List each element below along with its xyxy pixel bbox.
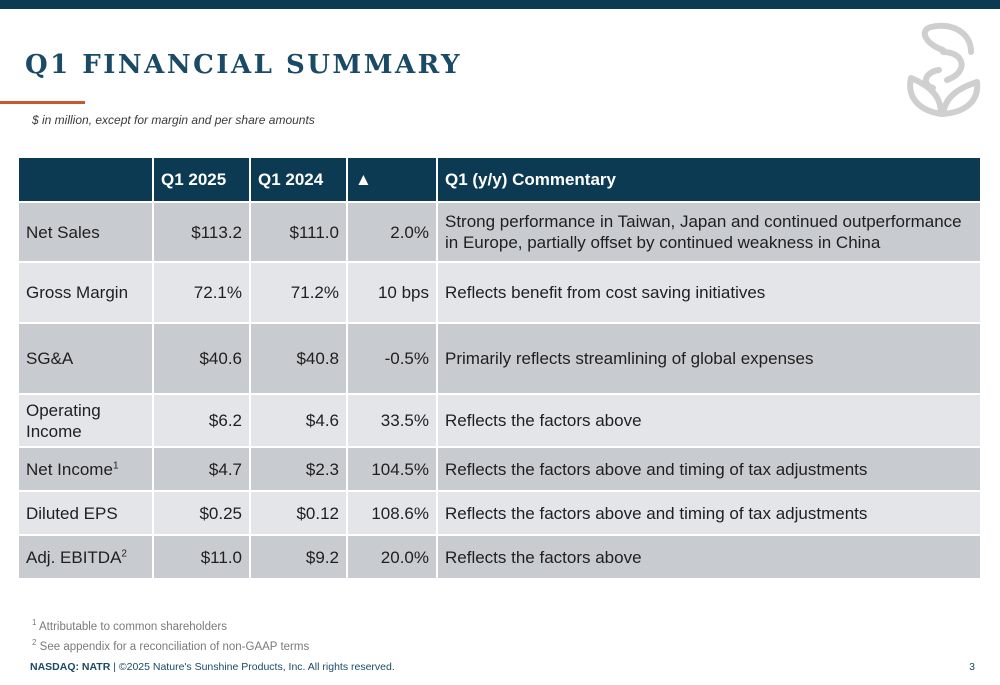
q1-2025-cell: $11.0 — [153, 535, 250, 579]
change-cell: -0.5% — [347, 323, 437, 394]
page-subtitle: $ in million, except for margin and per share amounts — [32, 113, 315, 127]
change-cell: 108.6% — [347, 491, 437, 535]
footnote-marker: 1 — [32, 618, 37, 627]
q1-2024-cell: 71.2% — [250, 262, 347, 323]
metric-cell — [19, 323, 153, 394]
q1-2025-cell: 72.1% — [153, 262, 250, 323]
footnote — [32, 635, 309, 655]
table-row — [19, 491, 980, 535]
footer — [30, 661, 395, 673]
table-row — [19, 323, 980, 394]
metric-cell — [19, 394, 153, 447]
top-bar — [0, 0, 1000, 9]
metric-cell — [19, 262, 153, 323]
metric-cell — [19, 491, 153, 535]
title-accent-line — [0, 101, 85, 104]
change-cell: 2.0% — [347, 202, 437, 262]
commentary-cell: Primarily reflects streamlining of global expenses — [437, 323, 980, 394]
q1-2024-cell: $111.0 — [250, 202, 347, 262]
change-cell: 104.5% — [347, 447, 437, 491]
metric-label: SG&A — [26, 349, 74, 368]
q1-2024-cell: $40.8 — [250, 323, 347, 394]
q1-2024-cell: $9.2 — [250, 535, 347, 579]
footnote-marker: 2 — [32, 637, 37, 647]
change-cell: 20.0% — [347, 535, 437, 579]
change-cell: 33.5% — [347, 394, 437, 447]
table-row — [19, 447, 980, 491]
q1-2025-cell: $4.7 — [153, 447, 250, 491]
metric-label: Net Sales — [26, 222, 100, 242]
metric-label: Diluted EPS — [26, 503, 118, 523]
table-header-row — [19, 158, 980, 202]
metric-label: Gross Margin — [26, 283, 129, 302]
copyright-text: ©2025 Nature's Sunshine Products, Inc. All rights reserved. — [118, 661, 395, 673]
footer-separator: | — [110, 661, 119, 673]
commentary-cell: Reflects the factors above — [437, 535, 980, 579]
header-commentary: Q1 (y/y) Commentary — [437, 158, 980, 202]
header-q1-2024: Q1 2024 — [250, 158, 347, 202]
q1-2024-cell: $0.12 — [250, 491, 347, 535]
footnotes — [32, 615, 309, 655]
table-row — [19, 535, 980, 579]
change-cell: 10 bps — [347, 262, 437, 323]
footnote-marker: 1 — [112, 459, 119, 471]
page-title: Q1 FINANCIAL SUMMARY — [25, 50, 463, 80]
financial-summary-table — [19, 158, 980, 580]
metric-label: Net Income — [26, 459, 113, 479]
q1-2025-cell: $6.2 — [153, 394, 250, 447]
metric-cell — [19, 202, 153, 262]
table-row — [19, 394, 980, 447]
q1-2024-cell: $2.3 — [250, 447, 347, 491]
header-metric — [19, 158, 153, 202]
page-number: 3 — [969, 661, 975, 673]
q1-2025-cell: $113.2 — [153, 202, 250, 262]
commentary-cell: Reflects the factors above and timing of tax adjustments — [437, 491, 980, 535]
commentary-cell: Reflects the factors above — [437, 394, 980, 447]
leaf-sunshine-logo-icon — [903, 22, 981, 118]
header-change: ▲ — [347, 158, 437, 202]
commentary-cell: Reflects the factors above and timing of tax adjustments — [437, 447, 980, 491]
footnote — [32, 615, 309, 635]
footnote-marker: 2 — [121, 547, 127, 559]
metric-cell — [19, 447, 153, 491]
ticker-symbol: NASDAQ: NATR — [30, 661, 111, 673]
metric-label: Operating Income — [26, 400, 101, 441]
header-q1-2025: Q1 2025 — [153, 158, 250, 202]
footnote-text: Attributable to common shareholders — [39, 620, 227, 633]
table-row — [19, 262, 980, 323]
q1-2025-cell: $40.6 — [153, 323, 250, 394]
q1-2025-cell: $0.25 — [153, 491, 250, 535]
metric-label: Adj. EBITDA — [26, 547, 122, 567]
q1-2024-cell: $4.6 — [250, 394, 347, 447]
commentary-cell: Reflects benefit from cost saving initiatives — [437, 262, 980, 323]
table-row — [19, 202, 980, 262]
commentary-cell: Strong performance in Taiwan, Japan and continued outperformance in Europe, partially offset by continued weakness in China — [437, 202, 980, 262]
metric-cell — [19, 535, 153, 579]
footnote-text: See appendix for a reconciliation of non-GAAP terms — [39, 640, 310, 653]
